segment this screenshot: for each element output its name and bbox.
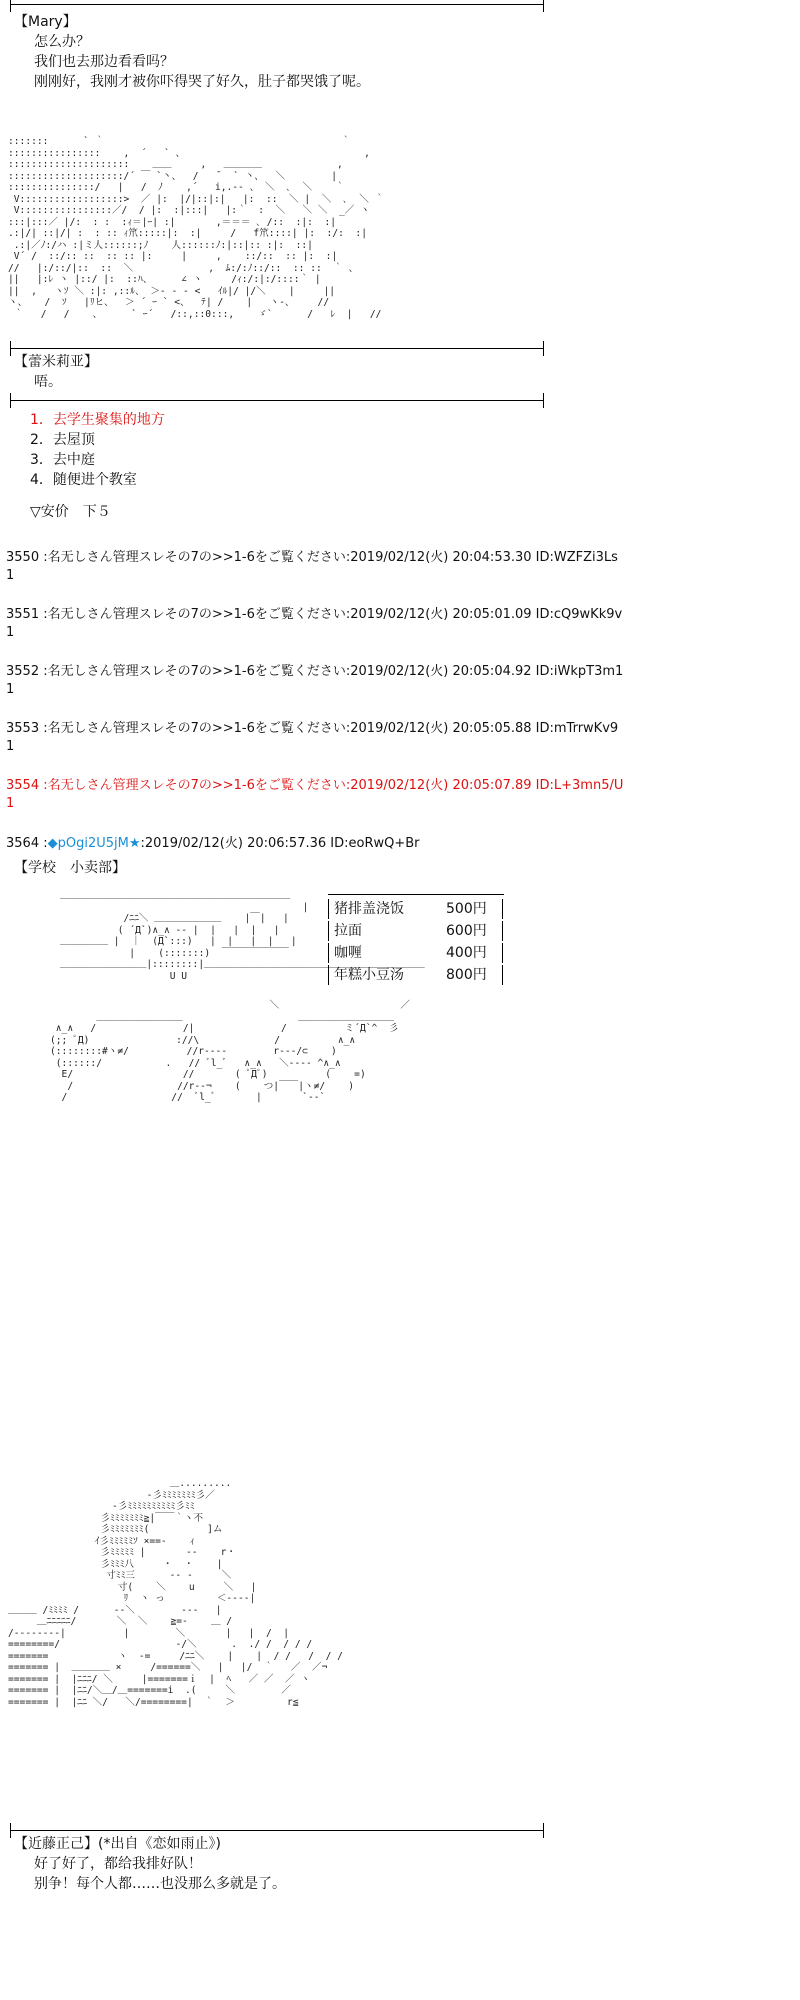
separator-line [10, 400, 544, 401]
dialogue-line: 我们也去那边看看吗？ [34, 54, 174, 70]
separator-line [10, 4, 544, 5]
location-label: 【学校 小卖部】 [14, 860, 126, 876]
choice-item: 1．去学生聚集的地方 [30, 412, 165, 428]
ascii-art-face: ::::::: ` ｀ ｀ :::::::::::::::: , ´ ` 、 , ::::::::::::::::::::: ＿＿ , ＿＿＿＿ , ::::::::::::::::::::/´ ￣ `丶、 / ̄ ` 丶、 ＼ | :::::::::::::::/ | / ﾉ ,´ i,.-- 、 ＼ ､ ＼ ｀ V::::::::::::::::::> ／ |: |/|::|:| |: :: ＼ | ＼ ､ ＼ ｀ V::::::::::::::::／/ / |: :|:::| |:｀ : ＼ ＼ ＼ _／ ヽ :::|:::／ |/: : : :ｨ＝|ｰ| :| ,＝＝＝ ､ /:: :|: :| .:|/| ::|/| : : :: ｨ笊:::::|: :| / f笊::::| |: :/: :| .:|／ﾉ:/ハ :|ミ人::::::;ﾉ 人::::::ﾉ:|::|:: :|: ::| V´ / ::/:: :: :: :: |: | , ::/:: :: |: :| // |:/::/|:: :: ＼ , ﾑ:/:ﾉ::/:: :: :: ｀ 、 || |:ﾚ ヽ |::/ |: ::ﾊ、 ∠ ヽ /ｨ:/:|:/::::｀ | || , ヽｿ ＼ :|: ,::ﾙ、 ＞- ‐ - < ｲﾙ|/ |/＼ | || ヽ、 / ｿ |ﾘヒ、 ＞ ´ ｰ ` <、 ﾃ| / | ヽ-、 // ｀ / / 、 ` ｰ´ /::,::0:::, ゞ` / ﾚ | // [8, 136, 385, 320]
post-header: 3554 :名无しさん管理スレその7の>>1-6をご覧ください:2019/02/12(火) 20:05:07.89 ID:L+3mn5/U [6, 778, 624, 793]
menu-item-name: 拉面 [334, 923, 362, 939]
trip-code: ◆pOgi2U5jM★ [47, 836, 141, 851]
post-body: 1 [6, 625, 15, 640]
choice-item: 3．去中庭 [30, 452, 95, 468]
post-header: 3553 :名无しさん管理スレその7の>>1-6をご覧ください:2019/02/12(火) 20:05:05.88 ID:mTrrwKv9 [6, 721, 619, 736]
dialogue-line: 刚刚好，我刚才被你吓得哭了好久，肚子都哭饿了呢。 [34, 74, 370, 90]
dialogue-line: 别争！每个人都……也没那么多就是了。 [34, 1876, 286, 1892]
menu-item-price: 600円 [446, 923, 487, 939]
choice-item: 4．随便进个教室 [30, 472, 137, 488]
ascii-art-crowd: ＼ ／ ＿＿＿＿＿＿＿＿＿ ＿＿＿＿＿＿＿＿＿＿ ∧_∧ / /| / ミ´Д`^ 彡 (;; ﾟД) ://\ / ∧_∧ (::::::::#ヽ≠/ //r‐‐-‐ r‐‐‐/⊂ ) (::::::/ . // ﾞl_ﾞ ∧_∧ ＼‐‐‐‐ ^∧_∧ Е/ // ( ﾟДﾟ) ( =) / //r‐‐¬ ( つ|￣￣|ヽ≠/ ) / // ﾞl_ﾞ | `‐‐` [50, 1000, 410, 1103]
separator-line [10, 348, 544, 349]
post-header: 3552 :名无しさん管理スレその7の>>1-6をご覧ください:2019/02/12(火) 20:05:04.92 ID:iWkpT3m1 [6, 664, 624, 679]
menu-item-name: 年糕小豆汤 [334, 967, 404, 983]
ascii-art-kondo: ＿......... ‐彡ﾐﾐﾐﾐﾐﾐﾐ彡／ ‐彡ﾐﾐﾐﾐﾐﾐﾐﾐﾐﾐ彡ﾐﾐ 彡ﾐﾐﾐﾐﾐﾐﾐ≧|￣￣｀ヽ不 彡ﾐﾐﾐﾐﾐﾐﾐ( ]ム ｲ彡ﾐﾐﾐﾐﾐｿ ×==‐ ｨ 彡ﾐﾐﾐﾐﾐ | ‐‐ r・ 彡ﾐﾐﾐ八 ・ ・ | 寸ﾐﾐ三 ‐‐ ‐ ＼ 寸( ＼ u ＼ | ﾘ ヽ っ ＜‐‐‐‐| ＿＿＿ /ﾐﾐﾐﾐ / ‐‐＼ ‐‐‐ | ＿ﾆﾆﾆﾆﾆ/ ＼ ＼ ≧=‐ ＿ / /‐‐‐‐‐‐‐‐| | ＼ | | / | ========/ ‐/＼ . ./ / / / / ======= ヽ ‐= /ﾆﾆ＼ | | / / / / / ======= | ＿＿＿＿ × /======＼ | |/ ｀ ／ ／¬ ======= | |ﾆﾆﾆ/ ＼ |=======ｉ | ﾍ ／ ／ ／ ヽ ======= | |ﾆﾆ/＼＿/＿=======i .( ＼ ／ ======= | |ﾆﾆ ＼/ ＼/========| ｀ ＞ r≦ [8, 1478, 343, 1708]
speaker-label: 【蕾米莉亚】 [14, 354, 98, 370]
menu-item-price: 800円 [446, 967, 487, 983]
source-note: (*出自《恋如雨止》) [98, 1836, 221, 1852]
menu-item-name: 咖喱 [334, 945, 362, 961]
post-header: 3551 :名无しさん管理スレその7の>>1-6をご覧ください:2019/02/12(火) 20:05:01.09 ID:cQ9wKk9v [6, 607, 623, 622]
dialogue-line: 好了好了，都给我排好队！ [34, 1856, 202, 1872]
speaker-label [14, 1834, 221, 1854]
post-body: 1 [6, 682, 15, 697]
choice-item: 2．去屋顶 [30, 432, 95, 448]
speaker-name: 【近藤正己】 [14, 1836, 98, 1852]
post-meta: :2019/02/12(火) 20:06:57.36 ID:eoRwQ+Br [140, 836, 420, 851]
post-header: 3550 :名无しさん管理スレその7の>>1-6をご覧ください:2019/02/12(火) 20:04:53.30 ID:WZFZi3Ls [6, 550, 618, 565]
post-body: 1 [6, 739, 15, 754]
ascii-art-shop-counter: ＿＿＿＿＿＿＿＿＿＿＿＿＿＿＿＿＿＿＿＿＿＿＿＿ | /ﾆﾆ＼ ＿＿＿＿＿＿＿ |￣| | ( ´Д`)∧_∧ ‐‐ | | | | | ＿＿＿＿＿ | ｜ (Д`:::) | | | | | | (:::::::) ￣￣￣￣￣￣￣ ＿＿＿＿＿＿＿＿＿|::::::::|＿＿＿＿＿＿＿＿＿＿＿＿＿＿＿＿＿＿＿＿＿＿＿ U U [60, 890, 425, 982]
separator-line [10, 1830, 544, 1831]
dialogue-line: 唔。 [34, 374, 62, 390]
menu-item-price: 500円 [446, 901, 487, 917]
post-body: 1 [6, 796, 15, 811]
post-body: 1 [6, 568, 15, 583]
anka-instruction: ▽安价 下５ [30, 504, 111, 520]
post-number: 3564 : [6, 836, 48, 851]
dialogue-line: 怎么办？ [34, 34, 90, 50]
menu-item-price: 400円 [446, 945, 487, 961]
menu-item-name: 猪排盖浇饭 [334, 901, 404, 917]
post-header [6, 834, 420, 854]
speaker-label: 【Mary】 [14, 14, 77, 30]
